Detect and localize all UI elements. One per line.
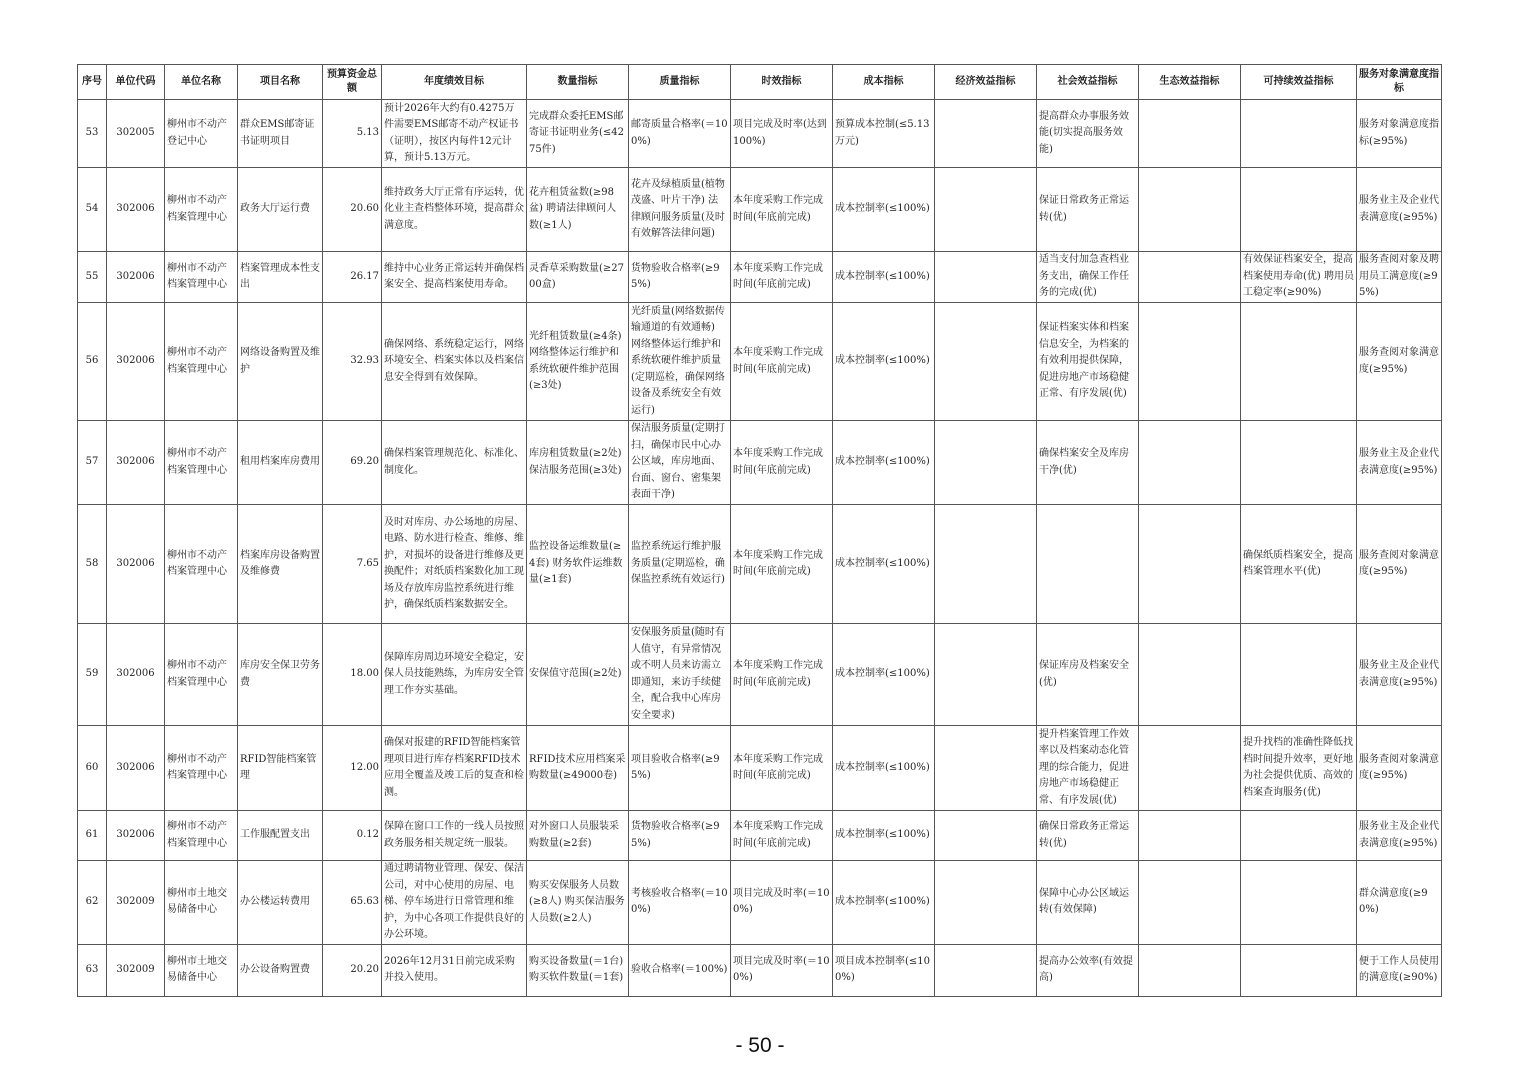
cell-cost: 成本控制率(≤100%): [833, 811, 935, 861]
cell-unit-code: 302006: [107, 421, 165, 505]
cell-quality: 保洁服务质量(定期打扫，确保市民中心办公区域，库房地面、台面、窗台、密集架表面干净): [629, 421, 731, 505]
cell-cost: 预算成本控制(≤5.13万元): [833, 100, 935, 168]
cell-satisfaction: 服务业主及企业代表满意度(≥95%): [1357, 421, 1442, 505]
cell-annual-goal: 确保对报建的RFID智能档案管理项目进行库存档案RFID技术应用全覆盖及竣工后的复查和检测。: [382, 726, 527, 811]
cell-economic: [935, 726, 1037, 811]
cell-cost: 成本控制率(≤100%): [833, 421, 935, 505]
cell-unit-code: 302006: [107, 303, 165, 421]
cell-ecological: [1139, 861, 1241, 945]
cell-sustainable: 有效保证档案安全，提高档案使用寿命(优) 聘用员工稳定率(≥90%): [1241, 252, 1357, 303]
cell-ecological: [1139, 811, 1241, 861]
cell-unit-code: 302006: [107, 505, 165, 624]
cell-budget: 65.63: [323, 861, 382, 945]
cell-cost: 项目成本控制率(≤100%): [833, 944, 935, 996]
cell-project-name: 办公楼运转费用: [238, 861, 323, 945]
cell-seq: 55: [78, 252, 107, 303]
cell-social: 确保档案安全及库房干净(优): [1037, 421, 1139, 505]
cell-quantity: RFID技术应用档案采购数量(≥49000卷): [527, 726, 629, 811]
col-header-budget: 预算资金总额: [323, 65, 382, 100]
cell-social: 保证档案实体和档案信息安全，为档案的有效利用提供保障，促进房地产市场稳健正常、有序发展(优): [1037, 303, 1139, 421]
table-row: [78, 861, 1442, 945]
col-header-ecological: 生态效益指标: [1139, 65, 1241, 100]
cell-unit-name: 柳州市不动产档案管理中心: [165, 811, 238, 861]
col-header-quality: 质量指标: [629, 65, 731, 100]
cell-quantity: 花卉租赁盆数(≥98盆) 聘请法律顾问人数(≥1人): [527, 168, 629, 252]
cell-budget: 18.00: [323, 624, 382, 726]
page-number: - 50 -: [735, 1034, 785, 1057]
cell-annual-goal: 维持中心业务正常运转并确保档案安全、提高档案使用寿命。: [382, 252, 527, 303]
cell-unit-code: 302005: [107, 100, 165, 168]
col-header-timeliness: 时效指标: [731, 65, 833, 100]
col-header-seq: 序号: [78, 65, 107, 100]
cell-unit-name: 柳州市不动产档案管理中心: [165, 624, 238, 726]
cell-quality: 监控系统运行维护服务质量(定期巡检，确保监控系统有效运行): [629, 505, 731, 624]
cell-sustainable: [1241, 861, 1357, 945]
cell-budget: 69.20: [323, 421, 382, 505]
cell-social: 保障中心办公区域运转(有效保障): [1037, 861, 1139, 945]
col-header-annual-goal: 年度绩效目标: [382, 65, 527, 100]
cell-budget: 5.13: [323, 100, 382, 168]
cell-seq: 58: [78, 505, 107, 624]
cell-satisfaction: 服务查阅对象满意度(≥95%): [1357, 303, 1442, 421]
cell-project-name: 库房安全保卫劳务费: [238, 624, 323, 726]
cell-project-name: 办公设备购置费: [238, 944, 323, 996]
cell-unit-name: 柳州市不动产档案管理中心: [165, 168, 238, 252]
cell-economic: [935, 421, 1037, 505]
cell-budget: 20.60: [323, 168, 382, 252]
cell-unit-name: 柳州市土地交易储备中心: [165, 861, 238, 945]
cell-sustainable: [1241, 168, 1357, 252]
cell-sustainable: [1241, 624, 1357, 726]
cell-timeliness: 项目完成及时率(达到100%): [731, 100, 833, 168]
cell-quantity: 光纤租赁数量(≥4条) 网络整体运行维护和系统软硬件维护范围(≥3处): [527, 303, 629, 421]
cell-project-name: 档案库房设备购置及维修费: [238, 505, 323, 624]
cell-timeliness: 本年度采购工作完成时间(年底前完成): [731, 421, 833, 505]
cell-satisfaction: 服务查阅对象及聘用员工满意度(≥95%): [1357, 252, 1442, 303]
cell-cost: 成本控制率(≤100%): [833, 861, 935, 945]
cell-timeliness: 本年度采购工作完成时间(年底前完成): [731, 252, 833, 303]
cell-sustainable: 提升找档的准确性降低找档时间提升效率，更好地为社会提供优质、高效的档案查询服务(优): [1241, 726, 1357, 811]
cell-unit-name: 柳州市不动产档案管理中心: [165, 303, 238, 421]
cell-budget: 7.65: [323, 505, 382, 624]
cell-timeliness: 项目完成及时率(＝100%): [731, 944, 833, 996]
cell-annual-goal: 维持政务大厅正常有序运转，优化业主查档整体环境，提高群众满意度。: [382, 168, 527, 252]
cell-seq: 59: [78, 624, 107, 726]
cell-quality: 光纤质量(网络数据传输通道的有效通畅) 网络整体运行维护和系统软硬件维护质量(定期巡检，确保网络设备及系统安全有效运行): [629, 303, 731, 421]
cell-annual-goal: 确保档案管理规范化、标准化、制度化。: [382, 421, 527, 505]
cell-satisfaction: 服务查阅对象满意度(≥95%): [1357, 726, 1442, 811]
cell-social: 提高群众办事服务效能(切实提高服务效能): [1037, 100, 1139, 168]
cell-annual-goal: 及时对库房、办公场地的房屋、电路、防水进行检查、维修、维护，对损坏的设备进行维修及更换配件；对纸质档案数化加工现场及存放库房监控系统进行维护，确保纸质档案数据安全。: [382, 505, 527, 624]
table-row: [78, 726, 1442, 811]
table-row: [78, 168, 1442, 252]
cell-economic: [935, 100, 1037, 168]
cell-satisfaction: 服务查阅对象满意度(≥95%): [1357, 505, 1442, 624]
cell-seq: 54: [78, 168, 107, 252]
cell-sustainable: [1241, 303, 1357, 421]
cell-unit-code: 302006: [107, 726, 165, 811]
cell-annual-goal: 保障在窗口工作的一线人员按照政务服务相关规定统一服装。: [382, 811, 527, 861]
cell-cost: 成本控制率(≤100%): [833, 252, 935, 303]
table-row: [78, 944, 1442, 996]
cell-economic: [935, 624, 1037, 726]
table-row: [78, 811, 1442, 861]
cell-timeliness: 本年度采购工作完成时间(年底前完成): [731, 726, 833, 811]
cell-quality: 花卉及绿植质量(植物茂盛、叶片干净) 法律顾问服务质量(及时有效解答法律问题): [629, 168, 731, 252]
cell-satisfaction: 服务业主及企业代表满意度(≥95%): [1357, 168, 1442, 252]
table-header-row: [78, 65, 1442, 100]
cell-seq: 61: [78, 811, 107, 861]
cell-annual-goal: 预计2026年大约有0.4275万件需要EMS邮寄不动产权证书（证明），按区内每件12元计算，预计5.13万元。: [382, 100, 527, 168]
cell-social: 保证库房及档案安全(优): [1037, 624, 1139, 726]
cell-timeliness: 本年度采购工作完成时间(年底前完成): [731, 168, 833, 252]
cell-timeliness: 本年度采购工作完成时间(年底前完成): [731, 303, 833, 421]
cell-unit-name: 柳州市不动产档案管理中心: [165, 421, 238, 505]
cell-project-name: 群众EMS邮寄证书证明项目: [238, 100, 323, 168]
cell-seq: 56: [78, 303, 107, 421]
cell-budget: 32.93: [323, 303, 382, 421]
cell-project-name: 租用档案库房费用: [238, 421, 323, 505]
cell-quantity: 完成群众委托EMS邮寄证书证明业务(≤4275件): [527, 100, 629, 168]
cell-unit-code: 302006: [107, 168, 165, 252]
cell-project-name: 档案管理成本性支出: [238, 252, 323, 303]
cell-satisfaction: 服务对象满意度指标(≥95%): [1357, 100, 1442, 168]
table-row: [78, 252, 1442, 303]
cell-annual-goal: 2026年12月31日前完成采购并投入使用。: [382, 944, 527, 996]
cell-budget: 26.17: [323, 252, 382, 303]
table-row: [78, 100, 1442, 168]
cell-unit-name: 柳州市不动产登记中心: [165, 100, 238, 168]
cell-unit-code: 302006: [107, 811, 165, 861]
cell-ecological: [1139, 624, 1241, 726]
cell-quality: 货物验收合格率(≥95%): [629, 811, 731, 861]
cell-social: 提高办公效率(有效提高): [1037, 944, 1139, 996]
cell-quality: 考核验收合格率(＝100%): [629, 861, 731, 945]
cell-cost: 成本控制率(≤100%): [833, 624, 935, 726]
cell-seq: 53: [78, 100, 107, 168]
cell-project-name: 政务大厅运行费: [238, 168, 323, 252]
cell-satisfaction: 服务业主及企业代表满意度(≥95%): [1357, 811, 1442, 861]
cell-timeliness: 本年度采购工作完成时间(年底前完成): [731, 624, 833, 726]
cell-social: 确保日常政务正常运转(优): [1037, 811, 1139, 861]
cell-social: 保证日常政务正常运转(优): [1037, 168, 1139, 252]
col-header-unit-code: 单位代码: [107, 65, 165, 100]
cell-satisfaction: 群众满意度(≥90%): [1357, 861, 1442, 945]
cell-economic: [935, 811, 1037, 861]
col-header-cost: 成本指标: [833, 65, 935, 100]
cell-sustainable: [1241, 421, 1357, 505]
cell-quantity: 对外窗口人员服装采购数量(≥2套): [527, 811, 629, 861]
cell-economic: [935, 861, 1037, 945]
cell-unit-name: 柳州市不动产档案管理中心: [165, 252, 238, 303]
col-header-project-name: 项目名称: [238, 65, 323, 100]
cell-economic: [935, 505, 1037, 624]
performance-target-table: [77, 64, 1442, 997]
cell-economic: [935, 303, 1037, 421]
cell-quality: 邮寄质量合格率(＝100%): [629, 100, 731, 168]
cell-unit-code: 302009: [107, 861, 165, 945]
col-header-quantity: 数量指标: [527, 65, 629, 100]
table-row: [78, 505, 1442, 624]
col-header-satisfaction: 服务对象满意度指标: [1357, 65, 1442, 100]
cell-quantity: 购买设备数量(＝1台) 购买软件数量(＝1套): [527, 944, 629, 996]
cell-social: 适当支付加急查档业务支出，确保工作任务的完成(优): [1037, 252, 1139, 303]
cell-project-name: 网络设备购置及维护: [238, 303, 323, 421]
col-header-economic: 经济效益指标: [935, 65, 1037, 100]
cell-quality: 安保服务质量(随时有人值守，有异常情况或不明人员来访需立即通知，来访手续健全，配合我中心库房安全要求): [629, 624, 731, 726]
col-header-social: 社会效益指标: [1037, 65, 1139, 100]
cell-timeliness: 本年度采购工作完成时间(年底前完成): [731, 811, 833, 861]
cell-quantity: 监控设备运维数量(≥4套) 财务软件运维数量(≥1套): [527, 505, 629, 624]
cell-unit-name: 柳州市土地交易储备中心: [165, 944, 238, 996]
cell-cost: 成本控制率(≤100%): [833, 303, 935, 421]
cell-annual-goal: 保障库房周边环境安全稳定，安保人员技能熟练，为库房安全管理工作夯实基础。: [382, 624, 527, 726]
cell-timeliness: 本年度采购工作完成时间(年底前完成): [731, 505, 833, 624]
cell-quality: 项目验收合格率(≥95%): [629, 726, 731, 811]
cell-sustainable: 确保纸质档案安全，提高档案管理水平(优): [1241, 505, 1357, 624]
cell-social: [1037, 505, 1139, 624]
cell-budget: 12.00: [323, 726, 382, 811]
cell-satisfaction: 便于工作人员使用的满意度(≥90%): [1357, 944, 1442, 996]
cell-ecological: [1139, 100, 1241, 168]
cell-project-name: 工作服配置支出: [238, 811, 323, 861]
cell-quality: 货物验收合格率(≥95%): [629, 252, 731, 303]
table-row: [78, 624, 1442, 726]
cell-seq: 62: [78, 861, 107, 945]
cell-sustainable: [1241, 944, 1357, 996]
cell-cost: 成本控制率(≤100%): [833, 505, 935, 624]
col-header-unit-name: 单位名称: [165, 65, 238, 100]
table-row: [78, 421, 1442, 505]
cell-quantity: 购买安保服务人员数(≥8人) 购买保洁服务人员数(≥2人): [527, 861, 629, 945]
cell-ecological: [1139, 944, 1241, 996]
cell-unit-code: 302006: [107, 252, 165, 303]
cell-timeliness: 项目完成及时率(＝100%): [731, 861, 833, 945]
cell-cost: 成本控制率(≤100%): [833, 726, 935, 811]
cell-satisfaction: 服务业主及企业代表满意度(≥95%): [1357, 624, 1442, 726]
cell-quantity: 安保值守范围(≥2处): [527, 624, 629, 726]
cell-unit-code: 302006: [107, 624, 165, 726]
cell-project-name: RFID智能档案管理: [238, 726, 323, 811]
cell-seq: 60: [78, 726, 107, 811]
cell-economic: [935, 168, 1037, 252]
col-header-sustainable: 可持续效益指标: [1241, 65, 1357, 100]
cell-seq: 63: [78, 944, 107, 996]
cell-annual-goal: 通过聘请物业管理、保安、保洁公司，对中心使用的房屋、电梯、停车场进行日常管理和维护，为中心各项工作提供良好的办公环境。: [382, 861, 527, 945]
cell-seq: 57: [78, 421, 107, 505]
cell-sustainable: [1241, 811, 1357, 861]
cell-sustainable: [1241, 100, 1357, 168]
cell-ecological: [1139, 421, 1241, 505]
cell-social: 提升档案管理工作效率以及档案动态化管理的综合能力，促进房地产市场稳健正常、有序发展(优): [1037, 726, 1139, 811]
cell-ecological: [1139, 726, 1241, 811]
cell-ecological: [1139, 252, 1241, 303]
cell-ecological: [1139, 505, 1241, 624]
cell-budget: 20.20: [323, 944, 382, 996]
cell-quantity: 库房租赁数量(≥2处) 保洁服务范围(≥3处): [527, 421, 629, 505]
cell-cost: 成本控制率(≤100%): [833, 168, 935, 252]
cell-budget: 0.12: [323, 811, 382, 861]
cell-economic: [935, 944, 1037, 996]
table-row: [78, 303, 1442, 421]
cell-annual-goal: 确保网络、系统稳定运行，网络环境安全、档案实体以及档案信息安全得到有效保障。: [382, 303, 527, 421]
cell-ecological: [1139, 168, 1241, 252]
cell-unit-name: 柳州市不动产档案管理中心: [165, 505, 238, 624]
cell-quantity: 灵香草采购数量(≥2700盒): [527, 252, 629, 303]
cell-ecological: [1139, 303, 1241, 421]
cell-economic: [935, 252, 1037, 303]
cell-quality: 验收合格率(＝100%): [629, 944, 731, 996]
cell-unit-code: 302009: [107, 944, 165, 996]
cell-unit-name: 柳州市不动产档案管理中心: [165, 726, 238, 811]
